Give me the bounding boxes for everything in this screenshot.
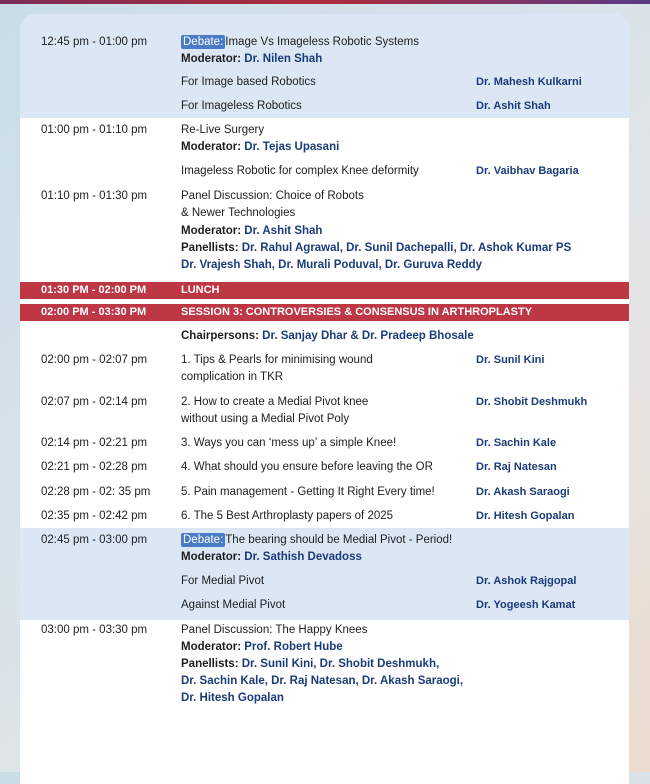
debate-1-moderator [181, 51, 322, 68]
panel-1-panellists [181, 240, 571, 257]
talk-5-time: 02:28 pm - 02: 35 pm [41, 486, 151, 498]
debate-1-time: 12:45 pm - 01:00 pm [41, 36, 148, 48]
moderator-label: Moderator: [181, 551, 242, 563]
relive-topic: Re-Live Surgery [181, 124, 265, 136]
lunch-label: LUNCH [181, 284, 220, 296]
talk-1-title-line1: 1. Tips & Pearls for minimising wound [181, 354, 373, 366]
panellists-label: Panellists: [181, 658, 239, 670]
debate-2-topic: The bearing should be Medial Pivot - Period! [225, 534, 453, 546]
moderator-label: Moderator: [181, 225, 242, 237]
panel-2-panellists [181, 656, 439, 673]
panel-1-title-line1: Panel Discussion: Choice of Robots [181, 190, 364, 202]
debate-2-row-1-topic: For Medial Pivot [181, 575, 265, 587]
panel-1-time: 01:10 pm - 01:30 pm [41, 190, 148, 202]
debate-2-row-2-speaker: Dr. Yogeesh Kamat [476, 599, 576, 611]
program-card [20, 14, 629, 784]
talk-4-speaker: Dr. Raj Natesan [476, 461, 557, 473]
moderator-label: Moderator: [181, 641, 242, 653]
relive-moderator [181, 139, 339, 156]
panel-1-moderator [181, 223, 322, 240]
moderator-label: Moderator: [181, 53, 242, 65]
moderator-name: Dr. Nilen Shah [244, 53, 323, 65]
talk-4-time: 02:21 pm - 02:28 pm [41, 461, 148, 473]
debate-tag: Debate: [183, 534, 224, 546]
panellists-line-2: Dr. Vrajesh Shah, Dr. Murali Poduval, Dr. Guruva Reddy [181, 259, 483, 271]
talk-3-title: 3. Ways you can ‘mess up’ a simple Knee! [181, 437, 397, 449]
relive-sub-topic: Imageless Robotic for complex Knee deformity [181, 165, 419, 177]
talk-2-time: 02:07 pm - 02:14 pm [41, 396, 148, 408]
session-3-label: SESSION 3: CONTROVERSIES & CONSENSUS IN ARTHROPLASTY [181, 306, 533, 318]
top-accent-bar [0, 0, 650, 4]
moderator-label: Moderator: [181, 141, 242, 153]
panel-2-moderator [181, 639, 343, 656]
moderator-name: Prof. Robert Hube [244, 641, 343, 653]
moderator-name: Dr. Sathish Devadoss [244, 551, 362, 563]
debate-1-topic: Image Vs Imageless Robotic Systems [225, 36, 419, 48]
talk-5-title: 5. Pain management - Getting It Right Every time! [181, 486, 435, 498]
panellists-label: Panellists: [181, 242, 239, 254]
talk-4-title: 4. What should you ensure before leaving the OR [181, 461, 433, 473]
moderator-name: Dr. Tejas Upasani [244, 141, 340, 153]
relive-sub-speaker: Dr. Vaibhav Bagaria [476, 165, 579, 177]
talk-2-title-line2: without using a Medial Pivot Poly [181, 413, 350, 425]
talk-2-speaker: Dr. Shobit Deshmukh [476, 396, 588, 408]
debate-2-moderator [181, 549, 362, 566]
relive-time: 01:00 pm - 01:10 pm [41, 124, 148, 136]
session-3-time: 02:00 PM - 03:30 PM [41, 306, 147, 318]
talk-3-speaker: Dr. Sachin Kale [476, 437, 557, 449]
talk-2-title-line1: 2. How to create a Medial Pivot knee [181, 396, 369, 408]
panel-2-time: 03:00 pm - 03:30 pm [41, 624, 148, 636]
debate-2-row-1-speaker: Dr. Ashok Rajgopal [476, 575, 577, 587]
lunch-time: 01:30 PM - 02:00 PM [41, 284, 147, 296]
talk-6-title: 6. The 5 Best Arthroplasty papers of 2025 [181, 510, 394, 522]
debate-1-title [181, 34, 419, 51]
debate-1-row-2-speaker: Dr. Ashit Shah [476, 100, 551, 112]
talk-1-title-line2: complication in TKR [181, 371, 284, 383]
debate-1-row-2-topic: For Imageless Robotics [181, 100, 302, 112]
talk-5-speaker: Dr. Akash Saraogi [476, 486, 570, 498]
talk-6-time: 02:35 pm - 02:42 pm [41, 510, 148, 522]
talk-6-speaker: Dr. Hitesh Gopalan [476, 510, 575, 522]
debate-1-row-1-speaker: Dr. Mahesh Kulkarni [476, 76, 582, 88]
talk-3-time: 02:14 pm - 02:21 pm [41, 437, 148, 449]
lunch-bar [20, 282, 629, 299]
panel-2-title: Panel Discussion: The Happy Knees [181, 624, 368, 636]
chairpersons-names: Dr. Sanjay Dhar & Dr. Pradeep Bhosale [262, 330, 474, 342]
panellists-line-3: Dr. Hitesh Gopalan [181, 692, 284, 704]
debate-2-row-2-topic: Against Medial Pivot [181, 599, 286, 611]
chairpersons-label: Chairpersons: [181, 330, 259, 342]
talk-1-time: 02:00 pm - 02:07 pm [41, 354, 148, 366]
debate-1-row-1-topic: For Image based Robotics [181, 76, 316, 88]
moderator-name: Dr. Ashit Shah [244, 225, 323, 237]
panellists-line-1: Dr. Sunil Kini, Dr. Shobit Deshmukh, [241, 658, 440, 670]
talk-1-speaker: Dr. Sunil Kini [476, 354, 545, 366]
debate-2-title [181, 532, 452, 549]
chairpersons [181, 328, 474, 345]
session-3-bar [20, 304, 629, 321]
panellists-line-2: Dr. Sachin Kale, Dr. Raj Natesan, Dr. Akash Saraogi, [181, 675, 464, 687]
debate-2-time: 02:45 pm - 03:00 pm [41, 534, 148, 546]
panellists-line-1: Dr. Rahul Agrawal, Dr. Sunil Dachepalli, Dr. Ashok Kumar PS [241, 242, 572, 254]
debate-tag: Debate: [183, 36, 224, 48]
panel-1-title-line2: & Newer Technologies [181, 207, 296, 219]
